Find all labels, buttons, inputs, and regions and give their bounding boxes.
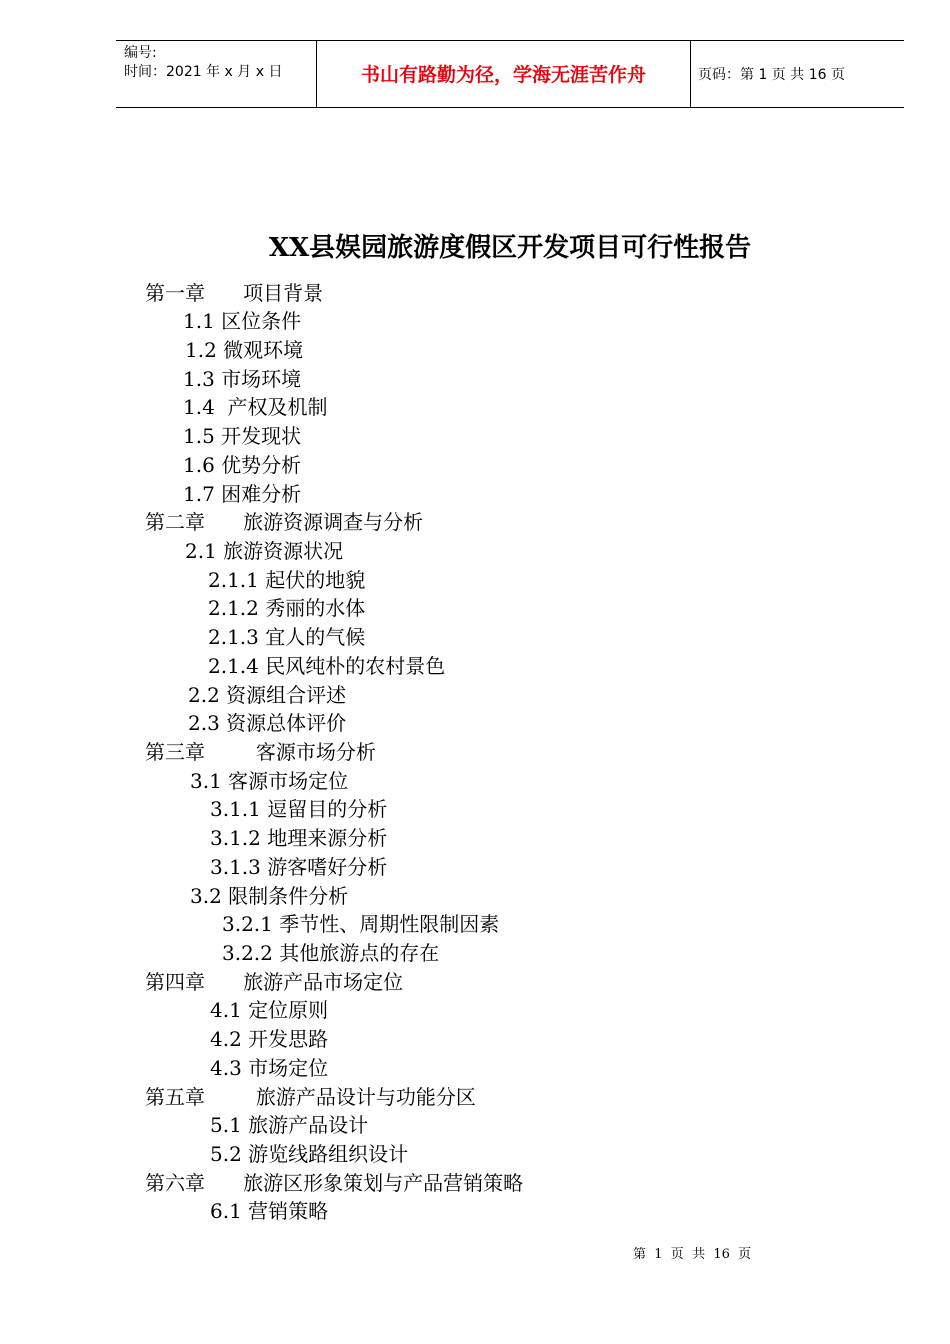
toc-subsection: 3.1.2 地理来源分析 <box>210 826 388 850</box>
header-page-cell <box>690 41 904 107</box>
header-motto-cell <box>316 41 691 107</box>
toc-section: 5.2 游览线路组织设计 <box>210 1142 409 1166</box>
toc-chapter: 第四章 旅游产品市场定位 <box>145 970 404 994</box>
toc-subsection: 3.2.1 季节性、周期性限制因素 <box>222 912 500 936</box>
toc-section: 4.3 市场定位 <box>210 1056 329 1080</box>
number-label: 编号: <box>124 45 157 61</box>
toc-subsection: 3.2.2 其他旅游点的存在 <box>222 941 440 965</box>
toc-subsection: 2.1.2 秀丽的水体 <box>208 596 366 620</box>
toc-subsection: 2.1.4 民风纯朴的农村景色 <box>208 654 446 678</box>
toc-section: 6.1 营销策略 <box>210 1199 329 1223</box>
toc-section: 1.2 微观环境 <box>185 338 304 362</box>
toc-chapter: 第三章 客源市场分析 <box>145 740 376 764</box>
toc-section: 3.2 限制条件分析 <box>190 884 349 908</box>
toc-section: 2.1 旅游资源状况 <box>185 539 344 563</box>
toc-section: 2.3 资源总体评价 <box>188 711 347 735</box>
toc-section: 3.1 客源市场定位 <box>190 769 349 793</box>
toc-subsection: 2.1.1 起伏的地貌 <box>208 568 366 592</box>
toc-section: 1.6 优势分析 <box>183 453 302 477</box>
toc-section: 5.1 旅游产品设计 <box>210 1113 369 1137</box>
toc-chapter: 第五章 旅游产品设计与功能分区 <box>145 1085 476 1109</box>
toc-chapter: 第一章 项目背景 <box>145 281 324 305</box>
toc-section: 2.2 资源组合评述 <box>188 683 347 707</box>
toc-section: 1.1 区位条件 <box>183 309 302 333</box>
page-footer: 第 1 页 共 16 页 <box>633 1247 752 1262</box>
toc-subsection: 3.1.3 游客嗜好分析 <box>210 855 388 879</box>
toc-section: 1.3 市场环境 <box>183 367 302 391</box>
motto-text: 书山有路勤为径，学海无涯苦作舟 <box>360 64 646 86</box>
toc-section: 1.4 产权及机制 <box>183 395 328 419</box>
toc-section: 4.2 开发思路 <box>210 1027 329 1051</box>
time-label: 时间：2021 年 x 月 x 日 <box>124 64 283 80</box>
toc-chapter: 第六章 旅游区形象策划与产品营销策略 <box>145 1171 524 1195</box>
toc-subsection: 2.1.3 宜人的气候 <box>208 625 366 649</box>
page-header <box>116 40 904 108</box>
toc-section: 1.7 困难分析 <box>183 482 302 506</box>
header-meta-cell <box>116 41 316 107</box>
toc-subsection: 3.1.1 逗留目的分析 <box>210 797 388 821</box>
document-title: XX县娱园旅游度假区开发项目可行性报告 <box>268 233 752 263</box>
toc-section: 4.1 定位原则 <box>210 998 329 1022</box>
page-number-label: 页码：第 1 页 共 16 页 <box>698 67 845 83</box>
toc-section: 1.5 开发现状 <box>183 424 302 448</box>
toc-chapter: 第二章 旅游资源调查与分析 <box>145 510 424 534</box>
